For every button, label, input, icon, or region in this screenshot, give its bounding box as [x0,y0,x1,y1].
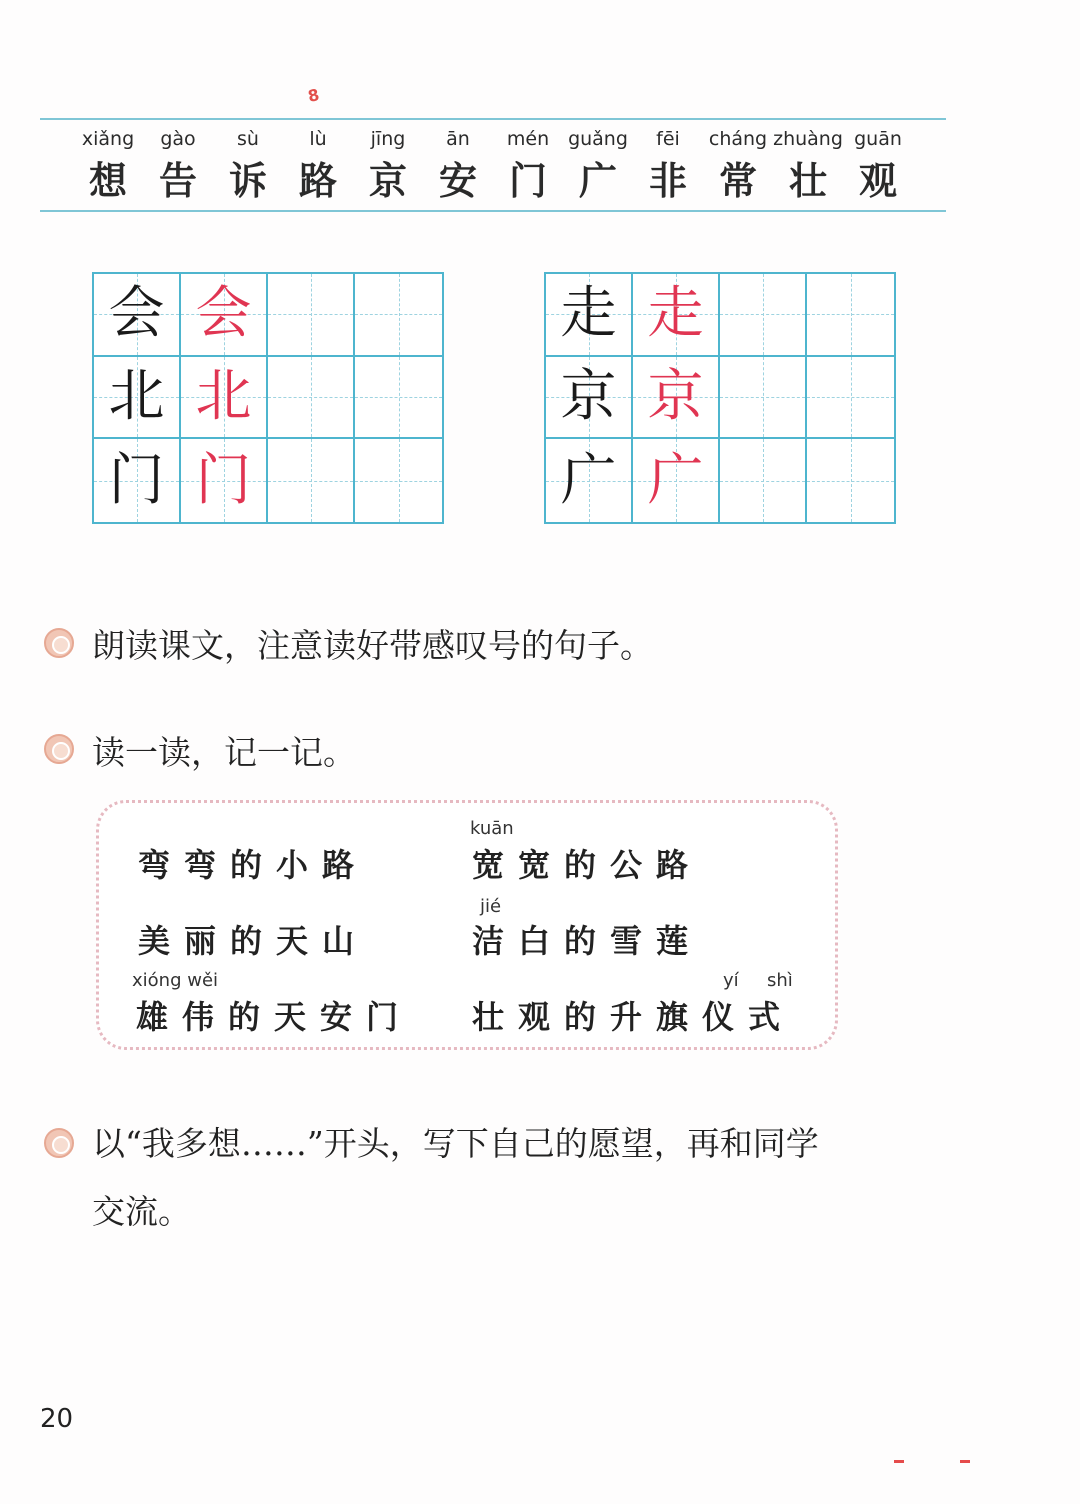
grid-cell [94,439,181,522]
phrase-left: 弯弯的小路 [138,846,369,884]
grid-cell-blank[interactable] [268,274,355,357]
vocab-char: 非 [648,158,687,203]
grid-cell [181,357,268,440]
grid-cell-blank[interactable] [807,274,894,357]
vocab-char: 路 [298,158,337,203]
exercise-bullet-icon [44,628,74,658]
grid-cell [546,439,633,522]
vocab-char: 诉 [228,158,267,203]
vocab-char: 门 [508,158,547,203]
grid-cell-blank[interactable] [807,439,894,522]
grid-cell-blank[interactable] [355,274,442,357]
phrase-left: 雄伟的天安门 [136,998,413,1036]
grid-cell [181,439,268,522]
top-mark: 8 [306,85,321,106]
trace-character: 门 [195,447,252,513]
grid-cell [94,274,181,357]
vocab-char: 常 [718,158,757,203]
grid-cell [633,274,720,357]
vocab-pinyin: guān [854,128,902,150]
grid-cell-blank[interactable] [720,357,807,440]
grid-cell-blank[interactable] [355,357,442,440]
vocab-char: 安 [438,158,477,203]
vocab-pinyin: zhuàng [773,128,843,150]
vocab-pinyin: xiǎng [81,128,135,150]
corner-mark [894,1460,904,1463]
grid-cell [633,357,720,440]
page-number: 20 [40,1404,74,1434]
writing-grid-right [544,272,896,524]
grid-cell-blank[interactable] [720,274,807,357]
vocab-pinyin: guǎng [568,128,628,150]
vocab-pinyin: ān [446,128,470,150]
vocab-pinyin: mén [506,128,550,150]
vocab-pinyin: fēi [656,128,680,150]
exercise-2-text: 读一读，记一记。 [92,733,356,772]
trace-character: 北 [195,363,252,429]
grid-cell-blank[interactable] [355,439,442,522]
exercise-bullet-icon [44,1128,74,1158]
exercise-3-line-1: 以“我多想……”开头，写下自己的愿望，再和同学 [92,1124,819,1163]
exercise-1-text: 朗读课文，注意读好带感叹号的句子。 [92,626,653,665]
pinyin-annotation: yí [723,970,739,991]
model-character: 北 [108,363,165,429]
phrase-left: 美丽的天山 [138,922,369,960]
vocab-pinyin: cháng [708,128,768,150]
trace-character: 京 [647,363,704,429]
vocab-pinyin: sù [237,128,259,150]
vocab-char: 告 [158,158,197,203]
vocab-top-rule [40,118,946,120]
pinyin-annotation: xióng wěi [132,970,219,991]
vocab-char: 观 [858,158,897,203]
grid-cell [546,357,633,440]
phrase-right: 壮观的升旗仪式 [472,998,795,1036]
grid-cell-blank[interactable] [268,439,355,522]
grid-cell [94,357,181,440]
model-character: 会 [108,281,165,347]
pinyin-annotation: jié [480,896,502,917]
phrase-right: 洁白的雪莲 [472,922,703,960]
grid-cell [181,274,268,357]
model-character: 走 [560,281,617,347]
vocab-bottom-rule [40,210,946,212]
corner-mark [960,1460,970,1463]
vocab-char: 想 [88,158,127,203]
pinyin-annotation: shì [767,970,793,991]
vocab-pinyin: lù [309,128,327,150]
vocab-pinyin: gào [160,128,196,150]
model-character: 广 [560,447,617,513]
grid-cell-blank[interactable] [268,357,355,440]
trace-character: 会 [195,281,252,347]
grid-cell-blank[interactable] [807,357,894,440]
grid-cell-blank[interactable] [720,439,807,522]
exercise-3-line-2: 交流。 [92,1192,191,1231]
vocab-char: 壮 [788,158,827,203]
vocab-char: 京 [368,158,407,203]
grid-cell [633,439,720,522]
grid-cell [546,274,633,357]
trace-character: 广 [647,447,704,513]
vocab-char: 广 [578,158,617,203]
model-character: 京 [560,363,617,429]
writing-grid-left [92,272,444,524]
pinyin-annotation: kuān [470,818,514,839]
exercise-bullet-icon [44,734,74,764]
model-character: 门 [108,447,165,513]
vocab-pinyin: jīng [370,128,406,150]
trace-character: 走 [647,281,704,347]
phrase-right: 宽宽的公路 [472,846,703,884]
